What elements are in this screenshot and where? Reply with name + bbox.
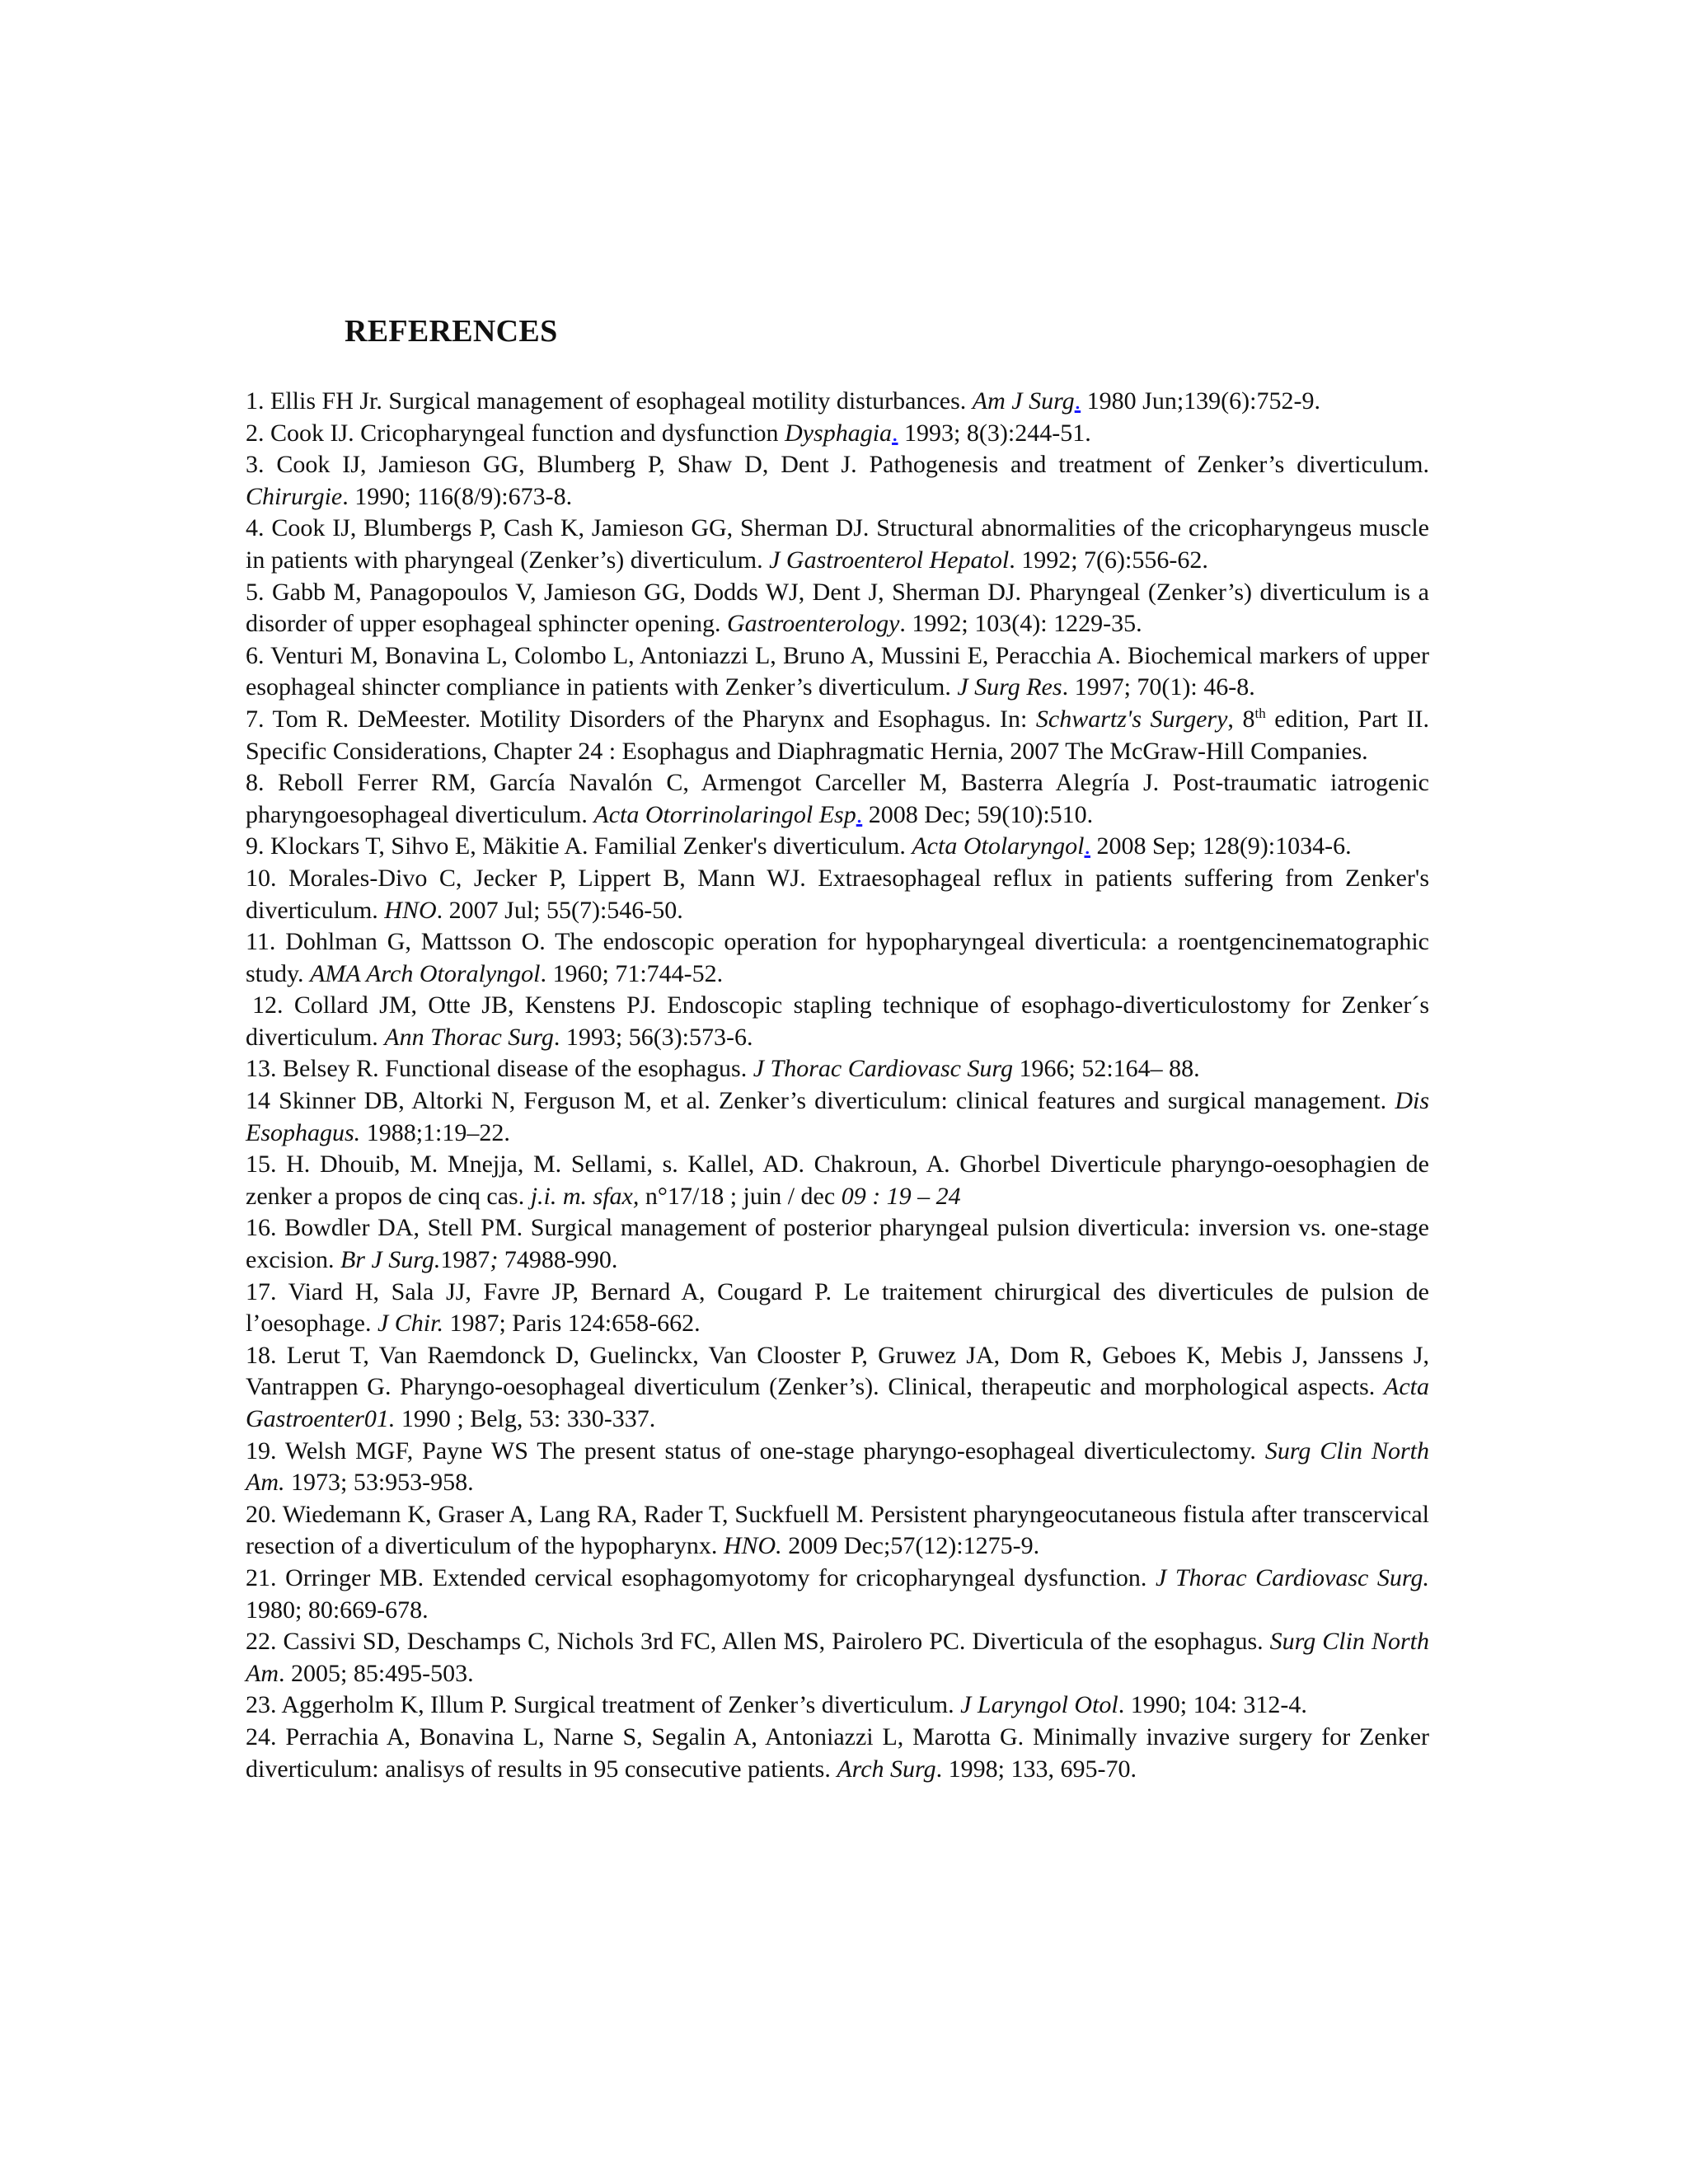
reference-text: 9. Klockars T, Sihvo E, Mäkitie A. Familial Zenker's diverticulum. (246, 832, 912, 860)
reference-text: . 1992; 7(6):556-62. (1009, 546, 1208, 574)
reference-text: 1987 (440, 1246, 490, 1274)
reference-list (246, 386, 1429, 1785)
reference-text: . 1992; 103(4): 1229-35. (899, 610, 1142, 638)
journal-title: Arch Surg (837, 1755, 936, 1783)
reference-text: 21. Orringer MB. Extended cervical esophagomyotomy for cricopharyngeal dysfunction. (246, 1563, 1156, 1591)
reference-item (246, 1340, 1429, 1436)
journal-title: J Surg Res (957, 673, 1062, 701)
reference-text: 22. Cassivi SD, Deschamps C, Nichols 3rd FC, Allen MS, Pairolero PC. Diverticula of the esophagus. (246, 1628, 1270, 1656)
reference-text: . 2005; 85:495-503. (279, 1659, 474, 1687)
reference-text: 3. Cook IJ, Jamieson GG, Blumberg P, Shaw D, Dent J. Pathogenesis and treatment of Zenker’s diverticulum. (246, 451, 1429, 479)
reference-text: 15. H. Dhouib, M. Mnejja, M. Sellami, s. Kallel, AD. Chakroun, A. Ghorbel Diverticule pharyngo-oesophagien de zenker a propos de cinq cas. (246, 1151, 1429, 1210)
journal-title: HNO. (723, 1532, 782, 1560)
reference-text: . 1960; 71:744-52. (540, 959, 724, 987)
journal-title: AMA Arch Otoralyngol (310, 959, 541, 987)
reference-text: 1988;1:19–22. (360, 1118, 510, 1146)
reference-text: 4. Cook IJ, Blumbergs P, Cash K, Jamieson GG, Sherman DJ. Structural abnormalities of the cricopharyngeus muscle in patients with pharyngeal (Zenker’s) diverticulum. (246, 514, 1429, 574)
reference-item (246, 926, 1429, 990)
reference-text: edition, Part II. Specific Considerations, Chapter 24 : Esophagus and Diaphragmatic Hernia, 2007 The McGraw-Hill Companies. (246, 705, 1430, 765)
journal-title: Schwartz's Surgery (1035, 705, 1228, 733)
reference-text: 11. Dohlman G, Mattsson O. The endoscopic operation for hypopharyngeal diverticula: a roentgencinematographic study. (246, 928, 1429, 987)
reference-text: 6. Venturi M, Bonavina L, Colombo L, Antoniazzi L, Bruno A, Mussini E, Peracchia A. Biochemical markers of upper esophageal shincter compliance in patients with Zenker’s diverticulum. (246, 641, 1429, 701)
superscript-text: th (1254, 705, 1266, 721)
reference-text: 13. Belsey R. Functional disease of the esophagus. (246, 1055, 753, 1083)
journal-title: Acta Gastroenter01. (246, 1373, 1429, 1432)
page-title: REFERENCES (345, 314, 558, 349)
reference-item (246, 640, 1429, 704)
reference-item (246, 449, 1429, 513)
reference-text: . 1998; 133, 695-70. (935, 1755, 1137, 1783)
reference-text: 2008 Dec; 59(10):510. (862, 800, 1094, 828)
reference-link[interactable]: . (892, 419, 898, 447)
journal-title: Chirurgie (246, 482, 343, 510)
reference-text: 74988-990. (498, 1246, 618, 1274)
reference-text: 2008 Sep; 128(9):1034-6. (1090, 832, 1352, 860)
reference-item (246, 577, 1429, 640)
journal-title: Surg Clin North Am. (246, 1436, 1429, 1497)
reference-text: 1966; 52:164– 88. (1013, 1055, 1200, 1083)
reference-item (246, 863, 1429, 926)
journal-title: ; (490, 1246, 499, 1274)
journal-title: Dis Esophagus. (246, 1087, 1429, 1146)
reference-text: 18. Lerut T, Van Raemdonck D, Guelinckx, Van Clooster P, Gruwez JA, Dom R, Geboes K, Mebis J, Janssens J, Vantrappen G. Pharyngo-oesophageal diverticulum (Zenker’s). Clinical, therapeutic and morphological aspects. (246, 1341, 1429, 1401)
journal-title: Surg Clin North Am (246, 1628, 1429, 1687)
reference-item (246, 1563, 1429, 1626)
reference-text: 1. Ellis FH Jr. Surgical management of esophageal motility disturbances. (246, 387, 973, 415)
reference-item (246, 704, 1429, 767)
reference-item (246, 1436, 1429, 1499)
journal-title: J Laryngol Otol (960, 1691, 1118, 1719)
reference-item (246, 1626, 1429, 1690)
reference-text: 1993; 8(3):244-51. (898, 419, 1091, 447)
reference-text: 8. Reboll Ferrer RM, García Navalón C, Armengot Carceller M, Basterra Alegría J. Post-traumatic iatrogenic pharyngoesophageal diverticulum. (246, 769, 1429, 828)
reference-text: . 1997; 70(1): 46-8. (1062, 673, 1255, 701)
reference-text: 1973; 53:953-958. (284, 1469, 474, 1497)
reference-text: . 1990; 116(8/9):673-8. (342, 482, 573, 510)
reference-text: 5. Gabb M, Panagopoulos V, Jamieson GG, Dodds WJ, Dent J, Sherman DJ. Pharyngeal (Zenker’s) diverticulum is a disorder of upper esophageal sphincter opening. (246, 578, 1429, 638)
journal-title: Ann Thorac Surg (384, 1023, 554, 1051)
reference-item (246, 1277, 1429, 1340)
reference-item (246, 1085, 1429, 1149)
journal-title: J Chir. (377, 1310, 443, 1338)
reference-text: 16. Bowdler DA, Stell PM. Surgical management of posterior pharyngeal pulsion diverticula: inversion vs. one-stage excision. (246, 1214, 1429, 1274)
journal-title: J Gastroenterol Hepatol (769, 546, 1010, 574)
journal-title: J Thorac Cardiovasc Surg. (1156, 1563, 1429, 1591)
journal-title: Br J Surg. (340, 1246, 441, 1274)
reference-text: n°17/18 ; juin / dec (639, 1182, 842, 1210)
reference-text: 17. Viard H, Sala JJ, Favre JP, Bernard A, Cougard P. Le traitement chirurgical des diverticules de pulsion de l’oesophage. (246, 1277, 1429, 1338)
reference-item (246, 1690, 1429, 1722)
reference-link[interactable]: . (856, 800, 863, 828)
journal-title: 09 : 19 – 24 (841, 1182, 961, 1210)
reference-item (246, 1053, 1429, 1085)
reference-item (246, 513, 1429, 576)
journal-title: Gastroenterology (727, 610, 900, 638)
reference-item (246, 386, 1429, 418)
journal-title: j.i. m. sfax, (530, 1182, 640, 1210)
reference-text: 1987; Paris 124:658-662. (443, 1310, 701, 1338)
reference-text: . 1993; 56(3):573-6. (553, 1023, 753, 1051)
reference-item (246, 990, 1429, 1053)
journal-title: Am J Surg (972, 387, 1075, 415)
reference-text: 24. Perrachia A, Bonavina L, Narne S, Segalin A, Antoniazzi L, Marotta G. Minimally invazive surgery for Zenker diverticulum: analisys of results in 95 consecutive patients. (246, 1722, 1429, 1783)
journal-title: Acta Otolaryngol (912, 832, 1085, 860)
reference-link[interactable]: . (1074, 387, 1081, 415)
reference-item (246, 1212, 1429, 1276)
reference-text: 7. Tom R. DeMeester. Motility Disorders of the Pharynx and Esophagus. In: (246, 705, 1036, 733)
reference-text: 10. Morales-Divo C, Jecker P, Lippert B, Mann WJ. Extraesophageal reflux in patients suffering from Zenker's diverticulum. (246, 864, 1429, 924)
reference-text: 12. Collard JM, Otte JB, Kenstens PJ. Endoscopic stapling technique of esophago-diverticulostomy for Zenker´s diverticulum. (246, 991, 1429, 1051)
reference-item (246, 418, 1429, 450)
reference-text: 23. Aggerholm K, Illum P. Surgical treatment of Zenker’s diverticulum. (246, 1691, 961, 1719)
journal-title: Acta Otorrinolaringol Esp (593, 800, 856, 828)
journal-title: Dysphagia (785, 419, 893, 447)
reference-link[interactable]: . (1084, 832, 1090, 860)
reference-text: 14 Skinner DB, Altorki N, Ferguson M, et al. Zenker’s diverticulum: clinical features and surgical management. (246, 1087, 1395, 1115)
reference-text: 1980; 80:669-678. (246, 1596, 429, 1624)
reference-text: 1980 Jun;139(6):752-9. (1081, 387, 1320, 415)
journal-title: HNO (384, 896, 437, 924)
journal-title: J Thorac Cardiovasc Surg (753, 1055, 1013, 1083)
reference-item (246, 1722, 1429, 1785)
reference-text: 2009 Dec;57(12):1275-9. (781, 1532, 1040, 1560)
reference-text: 1990 ; Belg, 53: 330-337. (395, 1405, 656, 1432)
reference-text: 20. Wiedemann K, Graser A, Lang RA, Rader T, Suckfuell M. Persistent pharyngeocutaneous fistula after transcervical resection of a diverticulum of the hypopharynx. (246, 1500, 1429, 1560)
reference-item (246, 1499, 1429, 1563)
reference-text: . 1990; 104: 312-4. (1118, 1691, 1307, 1719)
reference-item (246, 831, 1429, 863)
reference-text: . 2007 Jul; 55(7):546-50. (436, 896, 683, 924)
reference-text: 2. Cook IJ. Cricopharyngeal function and dysfunction (246, 419, 785, 447)
reference-text: 19. Welsh MGF, Payne WS The present status of one-stage pharyngo-esophageal diverticulectomy. (246, 1436, 1265, 1465)
reference-text: , 8 (1227, 705, 1255, 733)
reference-item (246, 767, 1429, 831)
reference-item (246, 1149, 1429, 1212)
